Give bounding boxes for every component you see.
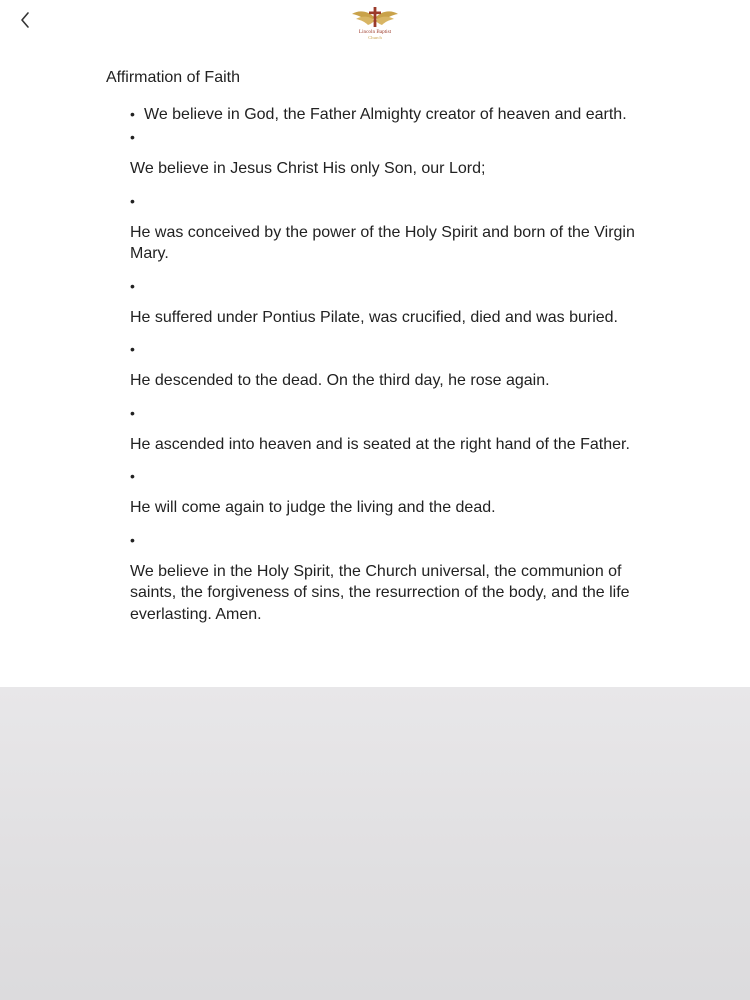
- bullet-icon: •: [130, 277, 135, 294]
- list-item-text: He was conceived by the power of the Holy Spirit and born of the Virgin Mary.: [130, 223, 635, 262]
- list-item-text: We believe in Jesus Christ His only Son, our Lord;: [130, 160, 486, 177]
- svg-text:Church: Church: [368, 35, 382, 40]
- bullet-icon: •: [130, 192, 135, 209]
- page-title: Affirmation of Faith: [106, 69, 240, 86]
- svg-text:Lincoln Baptist: Lincoln Baptist: [358, 29, 392, 35]
- list-item: [130, 466, 646, 519]
- bullet-icon: •: [130, 404, 135, 421]
- list-item-text: We believe in the Holy Spirit, the Church universal, the communion of saints, the forgiveness of sins, the resurrection of the body, and the life everlasting. Amen.: [130, 562, 630, 623]
- list-item: [130, 104, 646, 125]
- list-item-text: He ascended into heaven and is seated at the right hand of the Father.: [130, 435, 630, 453]
- list-item: [130, 191, 646, 265]
- list-item: [130, 127, 646, 180]
- back-button[interactable]: [12, 6, 40, 34]
- content-area: [106, 66, 646, 625]
- list-item: [130, 339, 646, 392]
- bullet-icon: •: [130, 341, 135, 357]
- bullet-icon: •: [130, 468, 135, 484]
- bullet-icon: •: [130, 531, 135, 548]
- bullet-icon: •: [130, 129, 135, 145]
- chevron-left-icon: [12, 6, 40, 34]
- church-logo: [348, 4, 402, 42]
- affirmation-list: [106, 104, 646, 625]
- list-item-text: He suffered under Pontius Pilate, was crucified, died and was buried.: [130, 308, 618, 326]
- list-item: [130, 276, 646, 329]
- list-item-text: We believe in God, the Father Almighty creator of heaven and earth.: [144, 106, 627, 123]
- list-item: [130, 403, 646, 456]
- list-item: [130, 530, 646, 626]
- list-item-text: He will come again to judge the living and the dead.: [130, 499, 496, 516]
- empty-background-area: [0, 687, 750, 1000]
- list-item-text: He descended to the dead. On the third day, he rose again.: [130, 372, 550, 389]
- bullet-icon: •: [130, 106, 135, 122]
